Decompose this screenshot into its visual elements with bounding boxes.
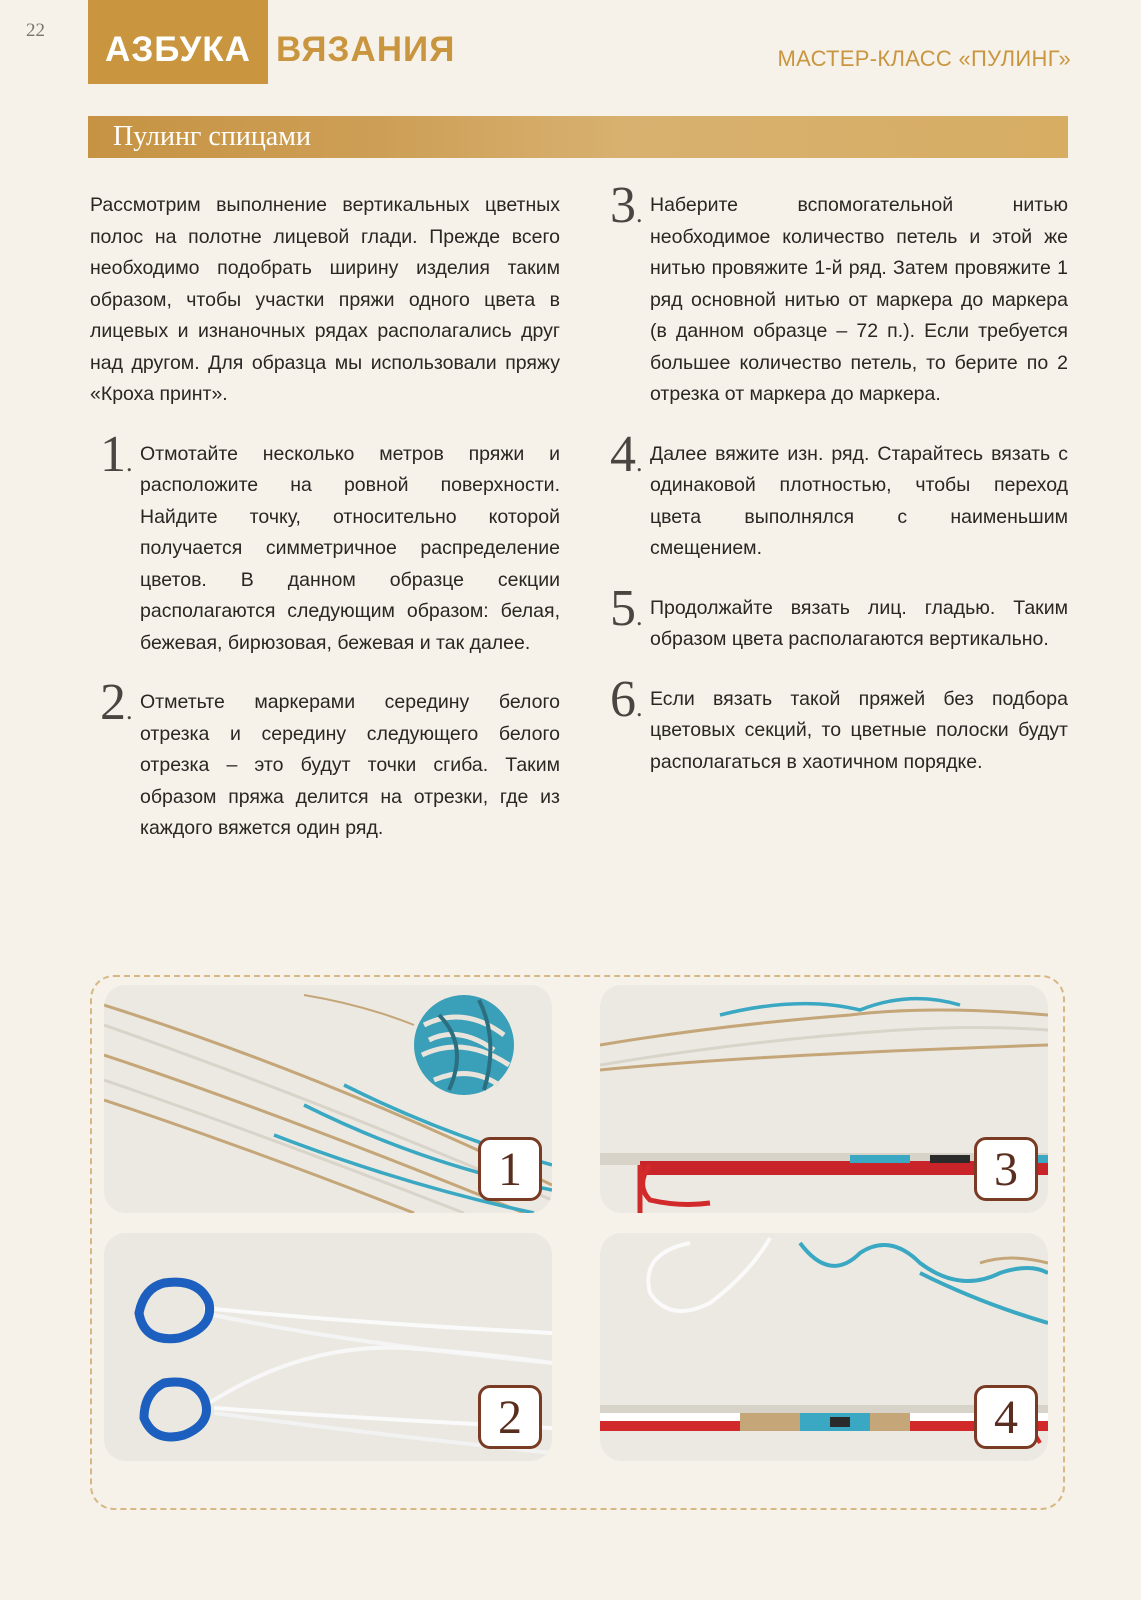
brand-right: ВЯЗАНИЯ: [276, 30, 456, 69]
photo-badge: 1: [478, 1137, 542, 1201]
step-4: [600, 425, 1068, 565]
step-3: [600, 177, 1068, 411]
photo-badge: 4: [974, 1385, 1038, 1449]
photo-purl-row: [600, 1233, 1048, 1461]
photo-badge: 3: [974, 1137, 1038, 1201]
step-text: Если вязать такой пряжей без подбора цветовых секций, то цветные полоски будут располагаться в хаотичном порядке.: [650, 687, 1068, 773]
step-5: [600, 579, 1068, 656]
step-1: [90, 425, 560, 660]
series-label: МАСТЕР-КЛАСС «ПУЛИНГ»: [777, 46, 1071, 71]
step-text: Наберите вспомогательной нитью необходимое количество петель и этой же нитью провяжите 1-й ряд. Затем провяжите 1 ряд основной нитью от маркера до маркера (в данном образце – 72 п.). Если требуется большее количество петель, то берите по 2 отрезка от маркера до маркера.: [650, 194, 1068, 405]
left-column: [90, 190, 560, 845]
step-number: 6 .: [610, 674, 643, 734]
photo-cast-on: [600, 985, 1048, 1213]
step-number: 2 .: [100, 677, 133, 737]
section-title: Пулинг спицами: [113, 121, 311, 152]
photo-gallery: [90, 975, 1065, 1510]
step-number: 4 .: [610, 429, 643, 489]
step-number: 1 .: [100, 429, 133, 489]
photo-markers: [104, 1233, 552, 1461]
step-2: [90, 674, 560, 845]
photo-badge: 2: [478, 1385, 542, 1449]
step-text: Далее вяжите изн. ряд. Старайтесь вязать с одинаковой плотностью, чтобы переход цвета выполнялся с наименьшим смещением.: [650, 442, 1068, 559]
step-text: Отмотайте несколько метров пряжи и расположите на ровной поверхности. Найдите точку, относительно которой получается симметричное распределение цветов. В данном образце секции располагаются следующим образом: белая, бежевая, бирюзовая, бежевая и так далее.: [140, 442, 560, 654]
photo-yarn-strands: [104, 985, 552, 1213]
step-text: Продолжайте вязать лиц. гладью. Таким образом цвета располагаются вертикально.: [650, 596, 1068, 650]
intro-paragraph: Рассмотрим выполнение вертикальных цветных полос на полотне лицевой глади. Прежде всего необходимо подобрать ширину изделия таким образом, чтобы участки пряжи одного цвета в лицевых и изнаночных рядах располагались друг над другом. Для образца мы использовали пряжу «Кроха принт».: [90, 194, 560, 405]
brand-left: АЗБУКА: [105, 30, 251, 69]
step-number: 3 .: [610, 180, 643, 240]
step-6: [600, 670, 1068, 779]
section-bar: [88, 116, 1068, 158]
step-number: 5 .: [610, 583, 643, 643]
brand-box: [88, 0, 268, 84]
page-number: 22: [26, 20, 45, 41]
right-column: [600, 177, 1068, 778]
step-text: Отметьте маркерами середину белого отрезка и середину следующего белого отрезка – это будут точки сгиба. Таким образом пряжа делится на отрезки, где из каждого вяжется один ряд.: [140, 691, 560, 839]
